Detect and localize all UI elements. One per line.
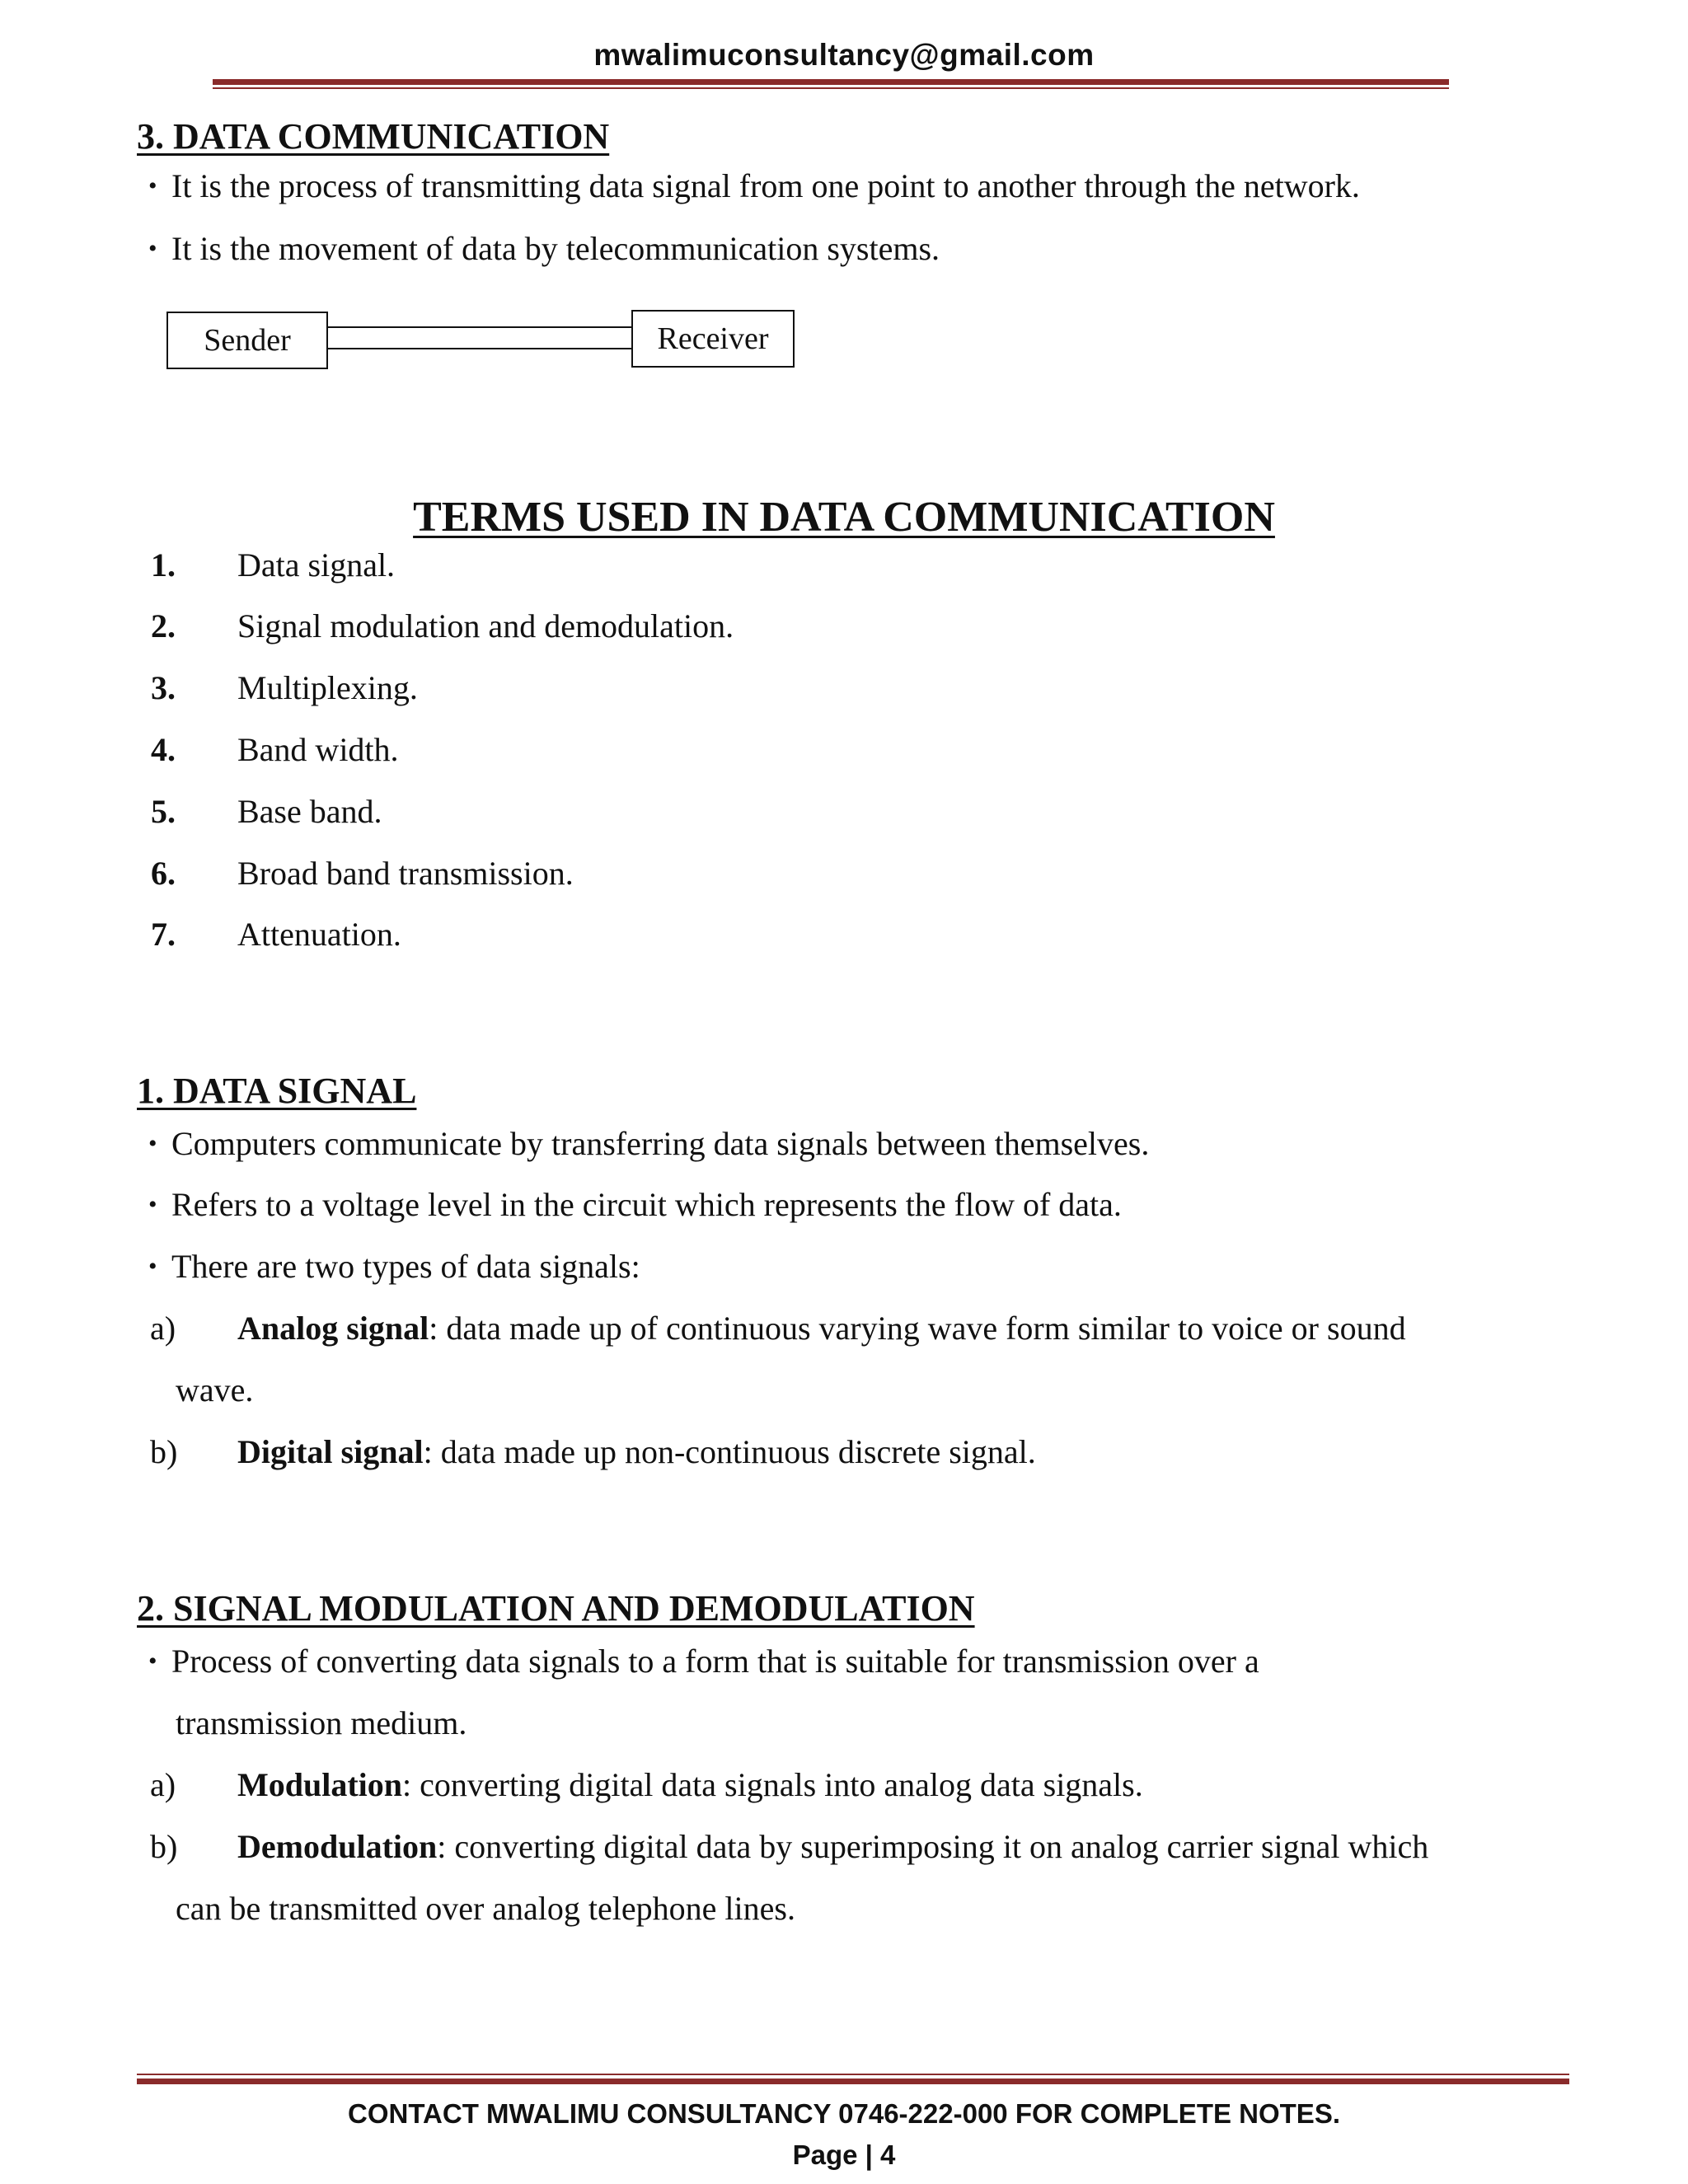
definition-term: Analog signal: [237, 1310, 429, 1347]
bullet-dot-icon: •: [148, 1130, 157, 1157]
term-text: Broad band transmission.: [237, 855, 574, 892]
bullet-text: It is the process of transmitting data signal from one point to another through the network.: [171, 167, 1360, 204]
bullet-item: [148, 1247, 640, 1286]
term-text: Signal modulation and demodulation.: [237, 607, 734, 644]
term-text: Band width.: [237, 731, 399, 768]
bullet-item: [148, 1185, 1122, 1224]
term-text: Base band.: [237, 793, 382, 830]
term-number: 6.: [151, 855, 176, 892]
sender-box: [166, 312, 328, 369]
modulation-definition: [237, 1765, 1143, 1804]
term-number: 1.: [151, 546, 176, 583]
bullet-item: [148, 166, 1360, 205]
receiver-label: Receiver: [657, 321, 769, 356]
definition-text: : converting digital data by superimposing it on analog carrier signal which: [437, 1828, 1429, 1865]
bullet-item: [148, 1642, 1259, 1680]
footer-rule-thick: [137, 2079, 1569, 2084]
section-heading-modulation: 2. SIGNAL MODULATION AND DEMODULATION: [137, 1588, 975, 1629]
section-heading-data-signal: 1. DATA SIGNAL: [137, 1071, 417, 1111]
bullet-dot-icon: •: [148, 1253, 157, 1280]
definition-text: : data made up of continuous varying wave form similar to voice or sound: [429, 1310, 1406, 1347]
analog-signal-definition: [237, 1309, 1406, 1347]
term-text: Data signal.: [237, 546, 396, 583]
bullet-item: [148, 1124, 1149, 1163]
footer-rule-thin: [137, 2074, 1569, 2075]
term-number: 4.: [151, 731, 176, 768]
link-line-top: [328, 326, 631, 328]
bullet-dot-icon: •: [148, 235, 157, 262]
definition-text: : converting digital data signals into analog data signals.: [402, 1766, 1143, 1803]
item-letter: a): [150, 1766, 176, 1803]
footer-contact: CONTACT MWALIMU CONSULTANCY 0746-222-000 FOR COMPLETE NOTES.: [347, 2098, 1341, 2129]
term-text: Multiplexing.: [237, 669, 418, 706]
receiver-box: [631, 310, 795, 368]
bullet-continuation: transmission medium.: [176, 1704, 467, 1741]
digital-signal-definition: [237, 1432, 1036, 1471]
definition-term: Modulation: [237, 1766, 403, 1803]
page-number: Page | 4: [792, 2139, 896, 2170]
bullet-dot-icon: •: [148, 1191, 157, 1218]
demodulation-definition: [237, 1827, 1428, 1866]
definition-continuation: wave.: [176, 1371, 254, 1408]
definition-text: : data made up non-continuous discrete signal.: [423, 1433, 1036, 1470]
term-text: Attenuation.: [237, 916, 401, 953]
bullet-text: Process of converting data signals to a form that is suitable for transmission over a: [171, 1643, 1259, 1680]
bullet-dot-icon: •: [148, 1647, 157, 1675]
bullet-dot-icon: •: [148, 172, 157, 199]
link-line-bottom: [328, 348, 631, 349]
bullet-text: Computers communicate by transferring data signals between themselves.: [171, 1125, 1150, 1162]
header-rule-thin: [213, 87, 1449, 89]
bullet-item: [148, 229, 940, 268]
section-heading-data-communication: 3. DATA COMMUNICATION: [137, 116, 610, 157]
bullet-text: There are two types of data signals:: [171, 1248, 640, 1285]
sender-label: Sender: [204, 323, 291, 358]
header-email: mwalimuconsultancy@gmail.com: [593, 38, 1095, 72]
term-number: 5.: [151, 793, 176, 830]
bullet-text: It is the movement of data by telecommunication systems.: [171, 230, 940, 267]
item-letter: a): [150, 1310, 176, 1347]
bullet-text: Refers to a voltage level in the circuit which represents the flow of data.: [171, 1186, 1122, 1223]
definition-continuation: can be transmitted over analog telephone lines.: [176, 1890, 795, 1927]
item-letter: b): [150, 1433, 178, 1470]
item-letter: b): [150, 1828, 178, 1865]
definition-term: Digital signal: [237, 1433, 424, 1470]
term-number: 3.: [151, 669, 176, 706]
terms-heading: TERMS USED IN DATA COMMUNICATION: [413, 494, 1275, 541]
term-number: 7.: [151, 916, 176, 953]
definition-term: Demodulation: [237, 1828, 438, 1865]
header-rule-thick: [213, 79, 1449, 85]
term-number: 2.: [151, 607, 176, 644]
